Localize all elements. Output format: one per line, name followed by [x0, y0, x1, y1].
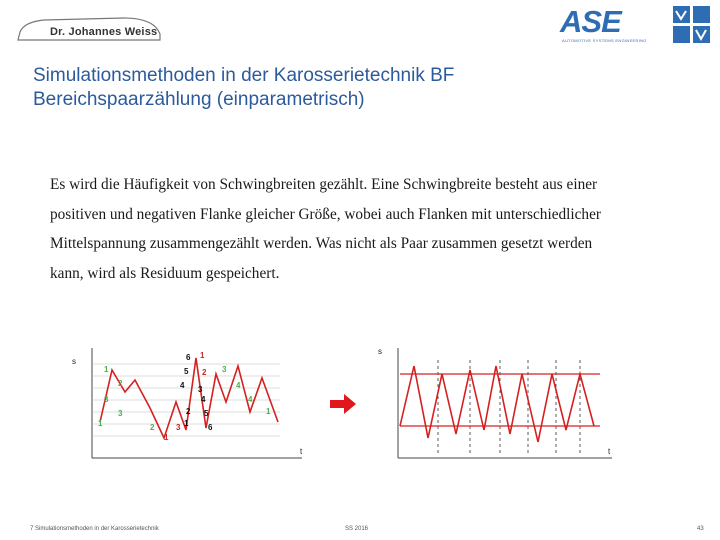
- count-label: 5: [204, 409, 209, 418]
- count-label: 6: [208, 423, 213, 432]
- count-label: 4: [236, 381, 241, 390]
- footer-semester: SS 2016: [345, 526, 369, 532]
- ase-emblem-icon: [673, 6, 711, 44]
- left-x-label: t: [300, 447, 303, 456]
- author-logo-text: Dr. Johannes Weiss: [50, 26, 158, 38]
- count-label: 3: [176, 423, 181, 432]
- count-label: 6: [186, 353, 191, 362]
- count-label: 3: [118, 409, 123, 418]
- range-pair-counting-figure: [0, 330, 720, 470]
- count-label: 4: [180, 381, 185, 390]
- count-label: 2: [186, 407, 191, 416]
- count-label: 1: [266, 407, 271, 416]
- transform-arrow: [330, 394, 356, 414]
- count-label: 1: [200, 351, 205, 360]
- count-label: 4: [201, 395, 206, 404]
- footer-course-title: 7 Simulationsmethoden in der Karosserietechnik: [30, 526, 159, 532]
- right-diagram: [378, 347, 612, 458]
- count-label: 3: [222, 365, 227, 374]
- body-line1: Es wird die Häufigkeit von Schwingbreiten gezählt. Eine Schwingbreite besteht aus einer: [50, 176, 598, 193]
- count-label: 3: [198, 385, 203, 394]
- slide-title: [33, 64, 454, 112]
- count-label: 5: [184, 367, 189, 376]
- footer-page-number: 43: [697, 526, 704, 532]
- count-label: 3: [104, 395, 109, 404]
- body-line3: Mittelspannung zusammengezählt werden. Was nicht als Paar zusammen gesetzt werden: [50, 235, 593, 252]
- ase-logo-text: ASE: [560, 4, 621, 39]
- left-diagram: [72, 348, 303, 458]
- count-label: 2: [202, 368, 207, 377]
- left-y-label: s: [72, 357, 76, 366]
- count-label: 1: [184, 419, 189, 428]
- count-label: 2: [150, 423, 155, 432]
- right-signal-line: [400, 366, 594, 442]
- count-label: 2: [118, 379, 123, 388]
- ase-logo: [560, 6, 712, 44]
- count-label: 1: [98, 419, 103, 428]
- right-y-label: s: [378, 347, 382, 356]
- count-label: 1: [164, 433, 169, 442]
- count-label: 1: [104, 365, 109, 374]
- body-line2: positiven und negativen Flanke gleicher Größe, wobei auch Flanken mit unterschiedlicher: [50, 205, 601, 223]
- body-paragraph: [50, 170, 670, 288]
- body-line4: kann, wird als Residuum gespeichert.: [50, 264, 280, 282]
- ase-logo-subtext: AUTOMOTIVE SYSTEMS ENGINEERING: [562, 38, 647, 43]
- slide-title-line2: Bereichspaarzählung (einparametrisch): [33, 89, 365, 110]
- slide-title-line1: Simulationsmethoden in der Karosserietechnik BF: [33, 65, 455, 86]
- author-logo: [14, 12, 164, 44]
- right-x-label: t: [608, 447, 611, 456]
- count-label: 4: [248, 395, 253, 404]
